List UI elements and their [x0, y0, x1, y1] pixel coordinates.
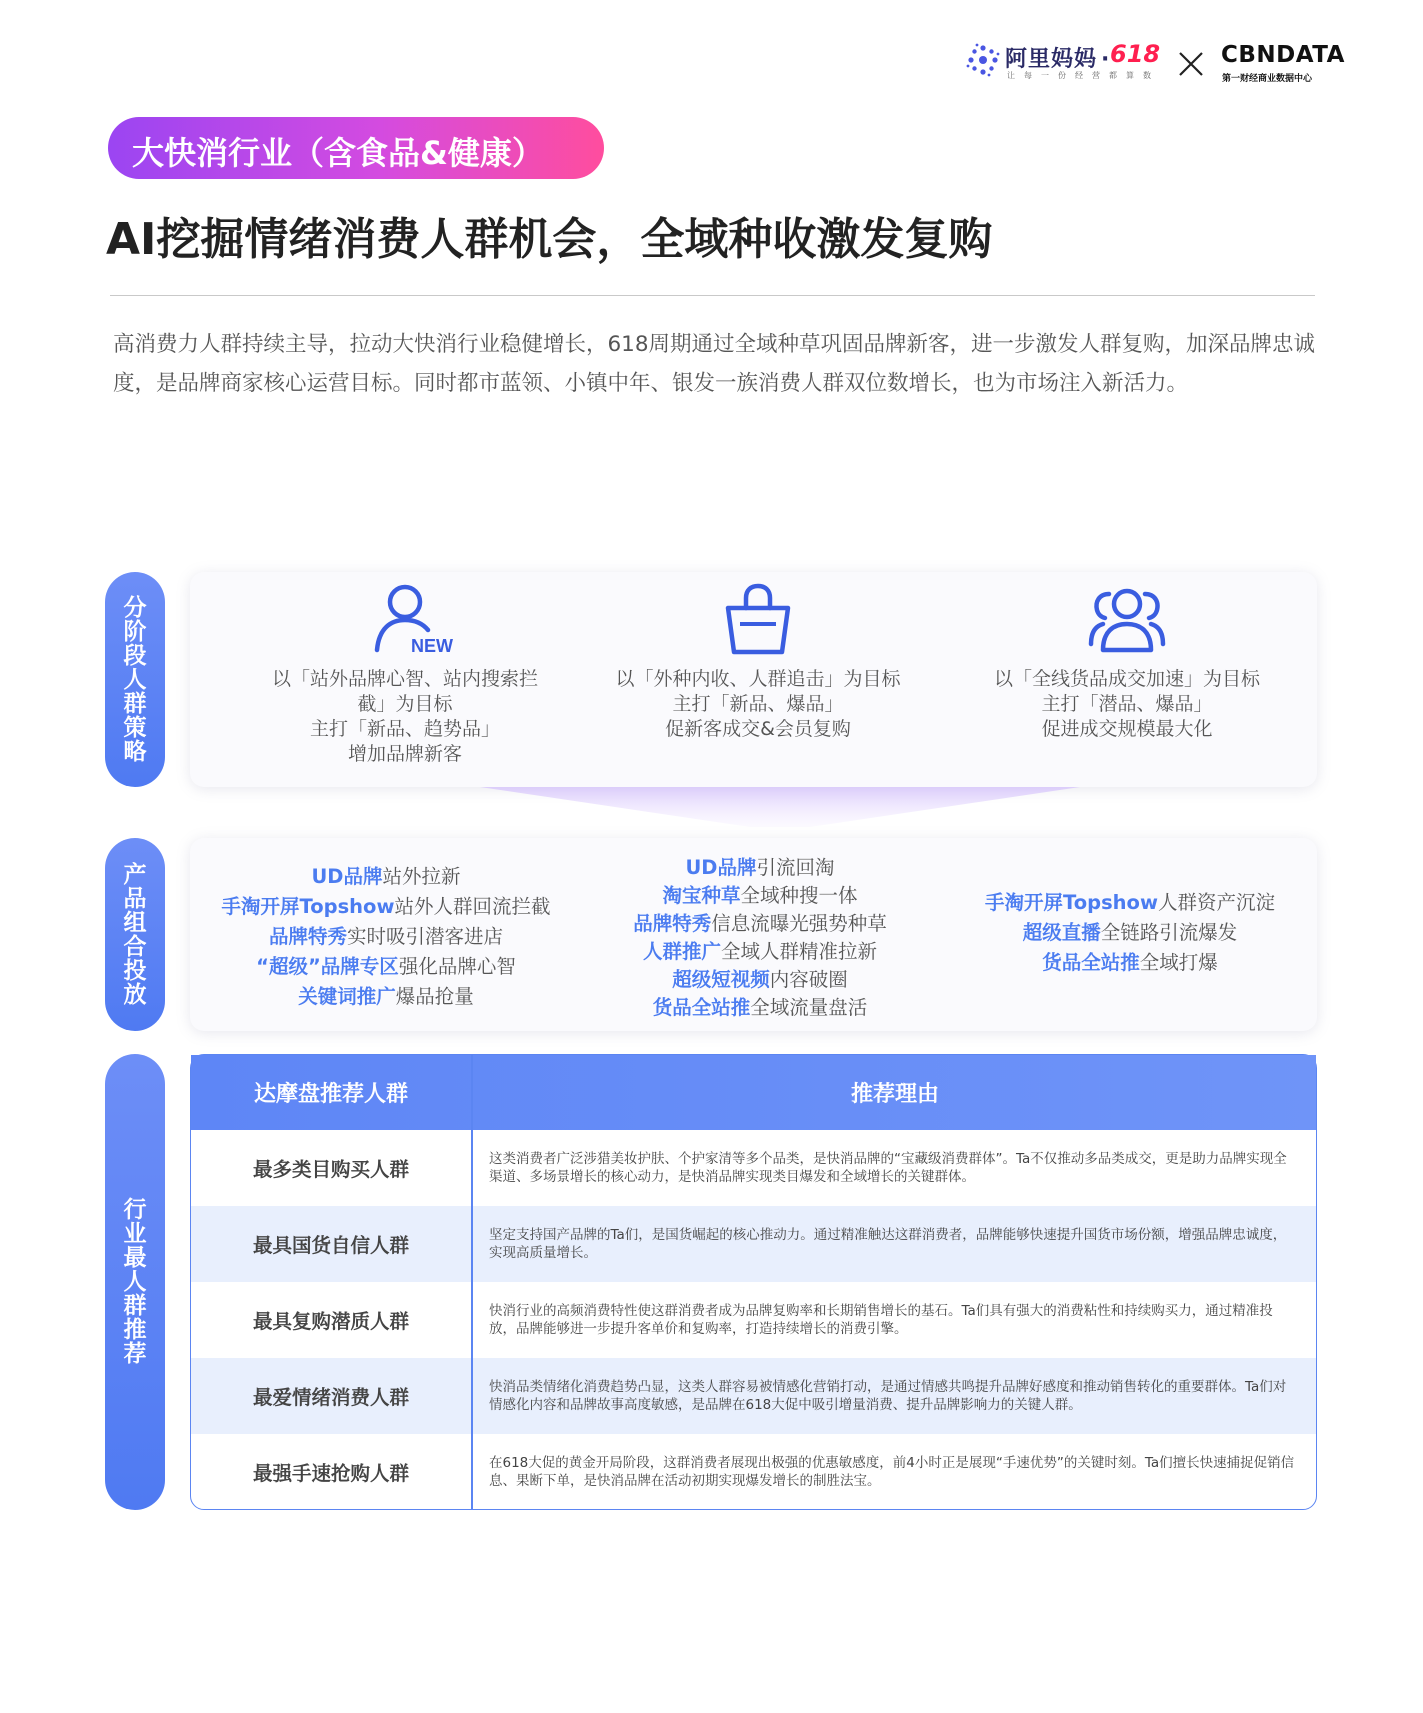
product-item: 超级短视频内容破圈 [672, 968, 848, 991]
product-card [190, 838, 1317, 1031]
strategy-line: 主打「新品、趋势品」 [309, 718, 500, 740]
strategy-stage-2-text [573, 667, 943, 742]
strategy-line: 以「外种内收、人群追击」为目标 [615, 668, 901, 690]
product-item: 品牌特秀信息流曝光强势种草 [633, 912, 887, 935]
audience-name: 最具国货自信人群 [252, 1234, 409, 1257]
strategy-line: 增加品牌新客 [347, 743, 462, 765]
strategy-line: 主打「新品、爆品」 [672, 693, 844, 715]
alimama-name: 阿里妈妈 · [1005, 47, 1111, 72]
strategy-stage-2 [573, 572, 943, 787]
product-item: 手淘开屏Topshow人群资产沉淀 [985, 891, 1275, 914]
audience-reason: 坚定支持国产品牌的Ta们，是国货崛起的核心推动力。通过精准触达这群消费者，品牌能够快速提升国货市场份额，增强品牌忠诚度，实现高质量增长。 [489, 1227, 1287, 1261]
table-row [191, 1130, 1316, 1206]
table-header-audience: 达摩盘推荐人群 [253, 1082, 408, 1107]
table-header [191, 1055, 1316, 1130]
strategy-stage-3-text [942, 667, 1312, 742]
cbndata-subtitle: 第一财经商业数据中心 [1222, 74, 1313, 84]
strategy-stage-3 [942, 572, 1312, 787]
audience-name: 最多类目购买人群 [252, 1158, 409, 1181]
cbndata-name: CBNDATA [1221, 42, 1345, 68]
strategy-line: 促新客成交&会员复购 [665, 718, 851, 740]
product-item: “超级”品牌专区强化品牌心智 [256, 955, 516, 978]
new-user-icon [365, 582, 453, 658]
audience-name: 最强手速抢购人群 [252, 1462, 409, 1485]
product-column-2 [570, 854, 950, 1022]
strategy-card [190, 572, 1317, 787]
strategy-stage-1 [220, 572, 590, 787]
product-item: UD品牌站外拉新 [311, 865, 461, 888]
product-item: 货品全站推全域打爆 [1042, 951, 1218, 974]
side-label-audiences: 行业最人群推荐 [105, 1054, 165, 1510]
industry-tag: 大快消行业（含食品&健康） [108, 117, 604, 179]
audience-reason: 这类消费者广泛涉猎美妆护肤、个护家清等多个品类，是快消品牌的“宝藏级消费群体”。Ta不仅推动多品类成交，更是助力品牌实现全渠道、多场景增长的核心动力，是快消品牌实现类目爆发和全域增长的关键群体。 [489, 1151, 1287, 1185]
audience-reason: 快消行业的高频消费特性使这群消费者成为品牌复购率和长期销售增长的基石。Ta们具有强大的消费粘性和持续购买力，通过精准投放，品牌能够进一步提升客单价和复购率，打造持续增长的消费引擎。 [489, 1303, 1273, 1337]
product-column-1 [190, 862, 582, 1012]
audience-name: 最爱情绪消费人群 [252, 1386, 409, 1409]
strategy-stage-1-text [220, 667, 590, 767]
divider [110, 295, 1315, 296]
strategy-line: 以「全线货品成交加速」为目标 [993, 668, 1260, 690]
product-item: 超级直播全链路引流爆发 [1022, 921, 1238, 944]
column-divider [471, 1055, 473, 1509]
product-item: UD品牌引流回淘 [685, 856, 835, 879]
audience-reason: 在618大促的黄金开局阶段，这群消费者展现出极强的优惠敏感度，前4小时正是展现“手速优势”的关键时刻。Ta们擅长快速捕捉促销信息、果断下单，是快消品牌在活动初期实现爆发增长的制胜法宝。 [489, 1455, 1295, 1489]
product-item: 人群推广全域人群精准拉新 [642, 940, 878, 963]
alimama-slogan: 让每一份经营都算数 [1007, 71, 1160, 80]
strategy-line: 促进成交规模最大化 [1041, 718, 1213, 740]
table-row [191, 1282, 1316, 1358]
audience-name: 最具复购潜质人群 [252, 1310, 409, 1333]
strategy-line: 截」为目标 [357, 693, 453, 715]
alimama-618: 618 [1110, 40, 1161, 68]
svg-text:NEW: NEW [411, 636, 453, 656]
funnel-connector [480, 787, 1080, 827]
audience-table [190, 1054, 1317, 1510]
product-item: 关键词推广爆品抢量 [298, 985, 474, 1008]
cross-icon [1177, 50, 1205, 78]
intro-paragraph: 高消费力人群持续主导，拉动大快消行业稳健增长，618周期通过全域种草巩固品牌新客，进一步激发人群复购，加深品牌忠诚度，是品牌商家核心运营目标。同时都市蓝领、小镇中年、银发一族消费人群双位数增长，也为市场注入新活力。 [113, 332, 1316, 396]
table-header-reason: 推荐理由 [850, 1082, 939, 1107]
product-column-3 [945, 888, 1315, 978]
alimama-logo-icon [965, 42, 1001, 78]
table-row [191, 1434, 1316, 1510]
strategy-line: 主打「潜品、爆品」 [1041, 693, 1213, 715]
side-label-strategy: 分阶段人群策略 [105, 572, 165, 787]
product-item: 手淘开屏Topshow站外人群回流拦截 [221, 895, 551, 918]
product-item: 淘宝种草全域种搜一体 [662, 884, 858, 907]
table-row [191, 1358, 1316, 1434]
table-row [191, 1206, 1316, 1282]
page-title: AI挖掘情绪消费人群机会，全域种收激发复购 [106, 214, 993, 265]
shopping-bag-icon [718, 582, 798, 658]
strategy-line: 以「站外品牌心智、站内搜索拦 [271, 668, 538, 690]
user-group-icon [1087, 582, 1167, 658]
side-label-products: 产品组合投放 [105, 838, 165, 1031]
audience-reason: 快消品类情绪化消费趋势凸显，这类人群容易被情感化营销打动，是通过情感共鸣提升品牌好感度和推动销售转化的重要群体。Ta们对情感化内容和品牌故事高度敏感，是品牌在618大促中吸引增量消费、提升品牌影响力的关键人群。 [489, 1379, 1287, 1413]
product-item: 货品全站推全域流量盘活 [652, 996, 868, 1019]
header-logos [965, 40, 1345, 86]
product-item: 品牌特秀实时吸引潜客进店 [268, 925, 504, 948]
